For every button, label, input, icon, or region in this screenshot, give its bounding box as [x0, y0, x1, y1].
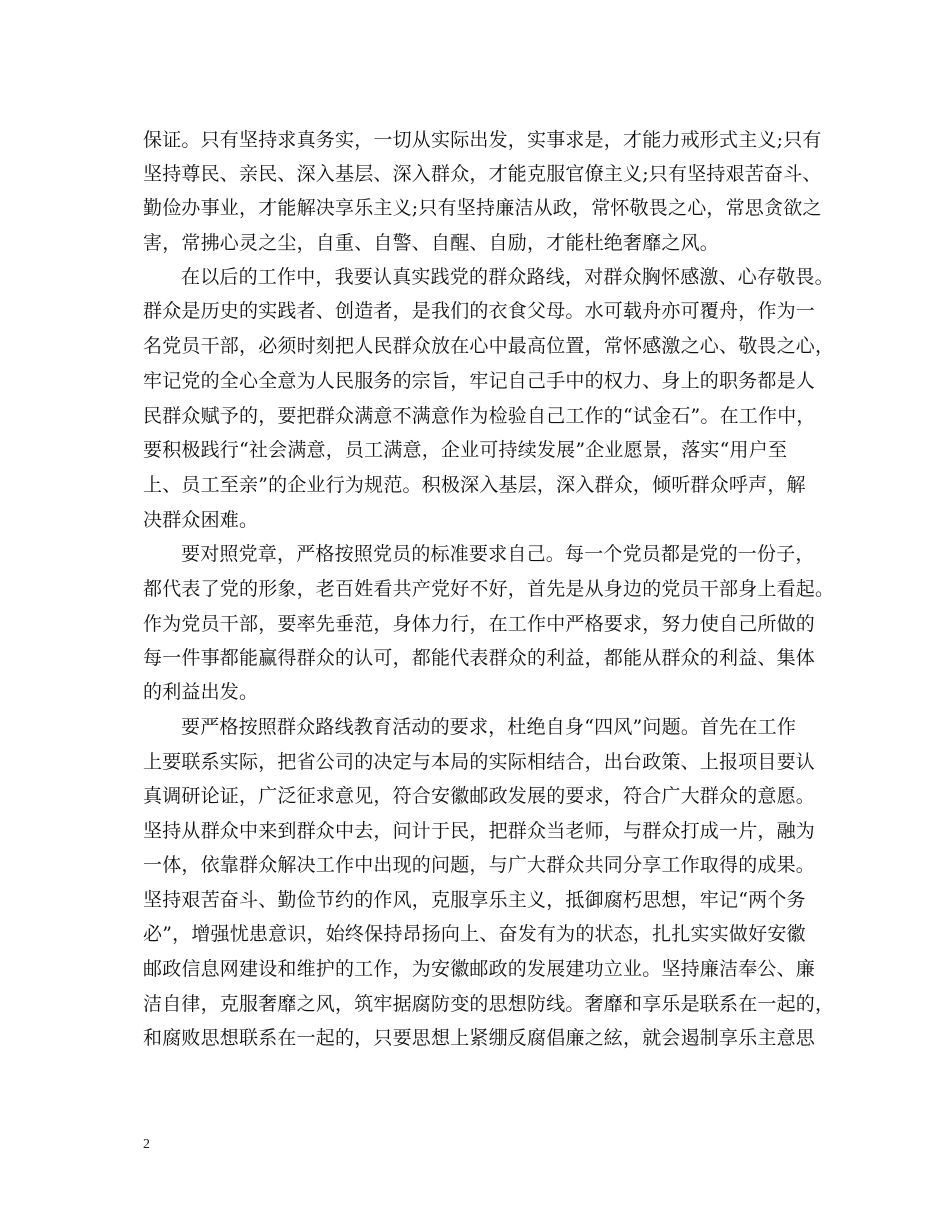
text-line: 名党员干部，必须时刻把人民群众放在心中最高位置，常怀感激之心、敬畏之心， — [143, 335, 835, 357]
text-line: 勤俭办事业，才能解决享乐主义;只有坚持廉洁从政，常怀敬畏之心，常思贪欲之 — [143, 197, 822, 219]
text-line: 必”，增强忧患意识，始终保持昂扬向上、奋发有为的状态，扎扎实实做好安徽 — [143, 923, 806, 945]
paragraph-first-line: 在以后的工作中，我要认真实践党的群众路线，对群众胸怀感激、心存敬畏。 — [181, 266, 834, 288]
text-line: 邮政信息网建设和维护的工作，为安徽邮政的发展建功立业。坚持廉洁奉公、廉 — [143, 958, 816, 980]
text-line: 真调研论证，广泛征求意见，符合安徽邮政发展的要求，符合广大群众的意愿。 — [143, 785, 816, 807]
text-line: 民群众赋予的，要把群众满意不满意作为检验自己工作的“试金石”。在工作中， — [143, 405, 816, 427]
text-line: 洁自律，克服奢靡之风，筑牢据腐防变的思想防线。奢靡和享乐是联系在一起的， — [143, 993, 835, 1015]
page-number: 2 — [143, 1137, 150, 1152]
text-line: 上要联系实际，把省公司的决定与本局的实际相结合，出台政策、上报项目要认 — [143, 751, 816, 773]
paragraph-first-line: 要严格按照群众路线教育活动的要求，杜绝自身“四风”问题。首先在工作 — [181, 716, 797, 738]
text-line: 坚持尊民、亲民、深入基层、深入群众，才能克服官僚主义;只有坚持艰苦奋斗、 — [143, 163, 822, 185]
text-line: 要积极践行“社会满意，员工满意，企业可持续发展”企业愿景，落实“用户至 — [143, 439, 788, 461]
text-line: 的利益出发。 — [143, 681, 259, 703]
text-line: 一体，依靠群众解决工作中出现的问题，与广大群众共同分享工作取得的成果。 — [143, 854, 816, 876]
text-line: 都代表了党的形象，老百姓看共产党好不好，首先是从身边的党员干部身上看起。 — [143, 578, 835, 600]
text-line: 上、员工至亲”的企业行为规范。积极深入基层，深入群众，倾听群众呼声，解 — [143, 474, 806, 496]
text-line: 坚持艰苦奋斗、勤俭节约的作风，克服享乐主义，抵御腐朽思想，牢记“两个务 — [143, 889, 806, 911]
text-line: 和腐败思想联系在一起的，只要思想上紧绷反腐倡廉之絃，就会遏制享乐主意思 — [143, 1027, 816, 1049]
text-line: 决群众困难。 — [143, 509, 259, 531]
text-line: 作为党员干部，要率先垂范，身体力行，在工作中严格要求，努力使自己所做的 — [143, 613, 816, 635]
text-line: 每一件事都能赢得群众的认可，都能代表群众的利益，都能从群众的利益、集体 — [143, 647, 816, 669]
text-line: 保证。只有坚持求真务实，一切从实际出发，实事求是，才能力戒形式主义;只有 — [143, 129, 822, 151]
text-line: 害，常拂心灵之尘，自重、自警、自醒、自励，才能杜绝奢靡之风。 — [143, 232, 720, 254]
paragraph-first-line: 要对照党章，严格按照党员的标准要求自己。每一个党员都是党的一份子， — [181, 543, 815, 565]
text-line: 坚持从群众中来到群众中去，问计于民，把群众当老师，与群众打成一片，融为 — [143, 820, 816, 842]
text-line: 群众是历史的实践者、创造者，是我们的衣食父母。水可载舟亦可覆舟，作为一 — [143, 300, 816, 322]
text-line: 牢记党的全心全意为人民服务的宗旨，牢记自己手中的权力、身上的职务都是人 — [143, 370, 816, 392]
